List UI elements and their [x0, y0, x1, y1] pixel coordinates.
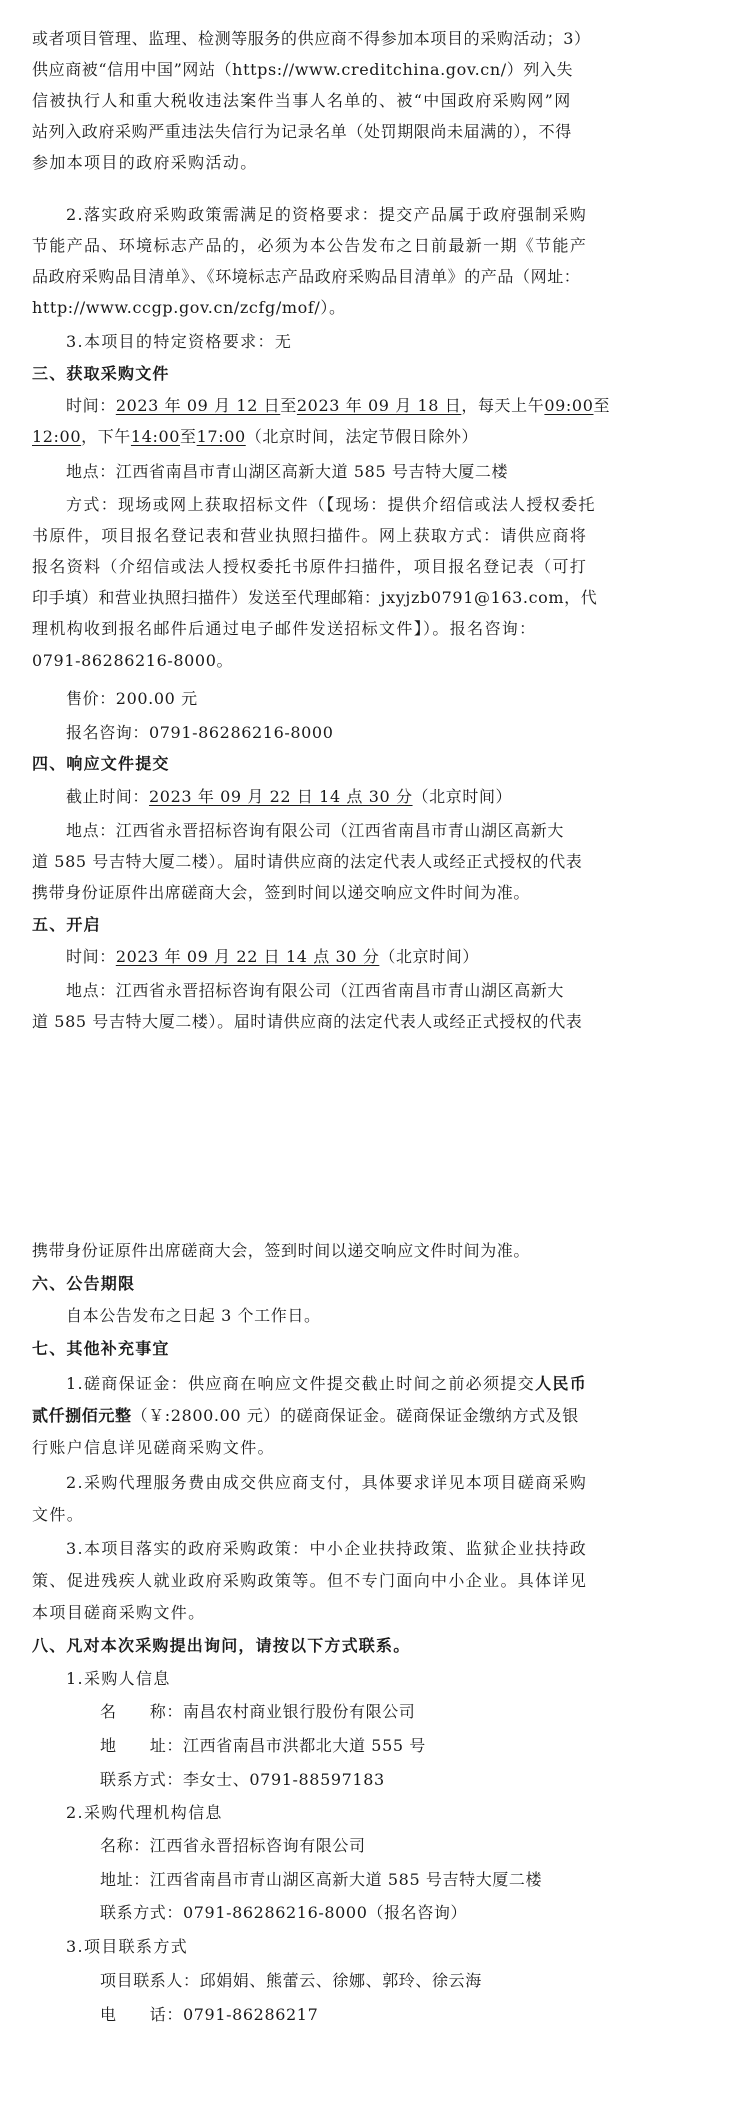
text-line: 自本公告发布之日起 3 个工作日。	[66, 1306, 321, 1325]
label: 时间：	[66, 947, 116, 966]
section-heading-7: 七、其他补充事宜	[32, 1339, 170, 1358]
text-line: 策、促进残疾人就业政府采购政策等。但不专门面向中小企业。具体详见	[32, 1571, 588, 1590]
section-heading-3: 三、获取采购文件	[32, 364, 170, 383]
purchaser-name: 名 称：南昌农村商业银行股份有限公司	[100, 1702, 416, 1721]
text: ，每天上午	[461, 396, 545, 415]
text-line	[66, 395, 713, 417]
deposit-amount-words: 贰仟捌佰元整	[32, 1406, 132, 1425]
date-value: 2023 年 09 月 12 日	[115, 396, 281, 415]
text-line: 行账户信息详见磋商采购文件。	[32, 1438, 275, 1457]
text-line: 站列入政府采购严重违法失信行为记录名单（处罚期限尚未届满的），不得	[32, 122, 572, 141]
text-line	[32, 1405, 713, 1427]
text-line	[32, 426, 713, 448]
section-heading-8: 八、凡对本次采购提出询问，请按以下方式联系。	[32, 1636, 411, 1655]
project-phone: 电 话：0791-86286217	[100, 2005, 319, 2024]
text-line: 3.本项目落实的政府采购政策：中小企业扶持政策、监狱企业扶持政	[66, 1539, 588, 1558]
text-line: 2.采购代理机构信息	[66, 1803, 223, 1822]
text: （北京时间，法定节假日除外）	[245, 427, 479, 446]
time-value: 09:00	[544, 396, 594, 415]
text: 1.磋商保证金：供应商在响应文件提交截止时间之前必须提交	[66, 1374, 536, 1393]
text-line: 参加本项目的政府采购活动。	[32, 153, 258, 172]
section-heading-5: 五、开启	[32, 915, 101, 934]
agency-contact: 联系方式：0791-86286216-8000（报名咨询）	[100, 1903, 468, 1922]
label: 时间：	[66, 396, 116, 415]
text-line: 理机构收到报名邮件后通过电子邮件发送招标文件】）。报名咨询：	[32, 619, 537, 638]
text: 至	[180, 427, 197, 446]
text-line: http://www.ccgp.gov.cn/zcfg/mof/）。	[32, 298, 346, 317]
text: （北京时间）	[412, 787, 513, 806]
text-line: 2.采购代理服务费由成交供应商支付，具体要求详见本项目磋商采购	[66, 1473, 588, 1492]
text-line: 道 585 号吉特大厦二楼）。届时请供应商的法定代表人或经正式授权的代表	[32, 1012, 583, 1031]
time-value: 12:00	[32, 427, 82, 446]
text-line: 节能产品、环境标志产品的，必须为本公告发布之日前最新一期《节能产	[32, 236, 588, 255]
text-line: 携带身份证原件出席磋商大会，签到时间以递交响应文件时间为准。	[32, 883, 531, 902]
purchaser-address: 地 址：江西省南昌市洪都北大道 555 号	[100, 1736, 426, 1755]
section-heading-4: 四、响应文件提交	[32, 754, 170, 773]
text-line: 0791-86286216-8000。	[32, 651, 234, 670]
text-line: 印手填）和营业执照扫描件）发送至代理邮箱：jxyjzb0791@163.com，代	[32, 588, 598, 607]
text-line: 3.项目联系方式	[66, 1937, 189, 1956]
project-contacts: 项目联系人：邱娟娟、熊蕾云、徐娜、郭玲、徐云海	[100, 1971, 482, 1990]
text-line: 品政府采购品目清单》、《环境标志产品政府采购品目清单》的产品（网址：	[32, 267, 581, 286]
open-time-value: 2023 年 09 月 22 日 14 点 30 分	[115, 947, 380, 966]
deadline-value: 2023 年 09 月 22 日 14 点 30 分	[149, 787, 413, 806]
label: 截止时间：	[66, 787, 150, 806]
text-line: 地点：江西省永晋招标咨询有限公司（江西省南昌市青山湖区高新大	[66, 981, 565, 1000]
agency-address: 地址：江西省南昌市青山湖区高新大道 585 号吉特大厦二楼	[100, 1870, 543, 1889]
price-line: 售价：200.00 元	[66, 689, 198, 708]
text: ，下午	[81, 427, 131, 446]
deposit-currency: 人民币	[535, 1374, 588, 1393]
text-line: 地点：江西省南昌市青山湖区高新大道 585 号吉特大厦二楼	[66, 462, 509, 481]
text-line	[66, 1373, 713, 1395]
text-line: 1.采购人信息	[66, 1669, 171, 1688]
text-line: 书原件，项目报名登记表和营业执照扫描件。网上获取方式：请供应商将	[32, 526, 588, 545]
time-value: 14:00	[130, 427, 181, 446]
date-value: 2023 年 09 月 18 日	[296, 396, 462, 415]
text: 至	[593, 396, 611, 415]
text-line: 方式：现场或网上获取招标文件（【现场：提供介绍信或法人授权委托	[66, 495, 596, 514]
agency-name: 名称：江西省永晋招标咨询有限公司	[100, 1836, 366, 1855]
text-line: 携带身份证原件出席磋商大会，签到时间以递交响应文件时间为准。	[32, 1241, 531, 1260]
text-line: 文件。	[32, 1505, 85, 1524]
text-line: 本项目磋商采购文件。	[32, 1603, 206, 1622]
text-line: 3.本项目的特定资格要求：无	[66, 332, 293, 351]
text-line: 供应商被“信用中国”网站（https://www.creditchina.gov.cn/）列入失	[32, 60, 574, 79]
text: 至	[280, 396, 297, 415]
text-line: 信被执行人和重大税收违法案件当事人名单的、被“中国政府采购网”网	[32, 91, 572, 110]
time-value: 17:00	[196, 427, 246, 446]
purchaser-contact: 联系方式：李女士、0791-88597183	[100, 1770, 385, 1789]
text-line: 道 585 号吉特大厦二楼）。届时请供应商的法定代表人或经正式授权的代表	[32, 852, 583, 871]
section-heading-6: 六、公告期限	[32, 1274, 136, 1293]
text-line	[66, 946, 713, 968]
text: （北京时间）	[379, 947, 479, 966]
text-line: 2.落实政府采购政策需满足的资格要求：提交产品属于政府强制采购	[66, 205, 588, 224]
text-line: 或者项目管理、监理、检测等服务的供应商不得参加本项目的采购活动；3）	[32, 29, 591, 48]
text-line: 报名资料（介绍信或法人授权委托书原件扫描件，项目报名登记表（可打	[32, 557, 588, 576]
text-line	[66, 786, 713, 808]
text: （￥:2800.00 元）的磋商保证金。磋商保证金缴纳方式及银	[131, 1406, 579, 1425]
text-line: 报名咨询：0791-86286216-8000	[66, 723, 334, 742]
text-line: 地点：江西省永晋招标咨询有限公司（江西省南昌市青山湖区高新大	[66, 821, 565, 840]
